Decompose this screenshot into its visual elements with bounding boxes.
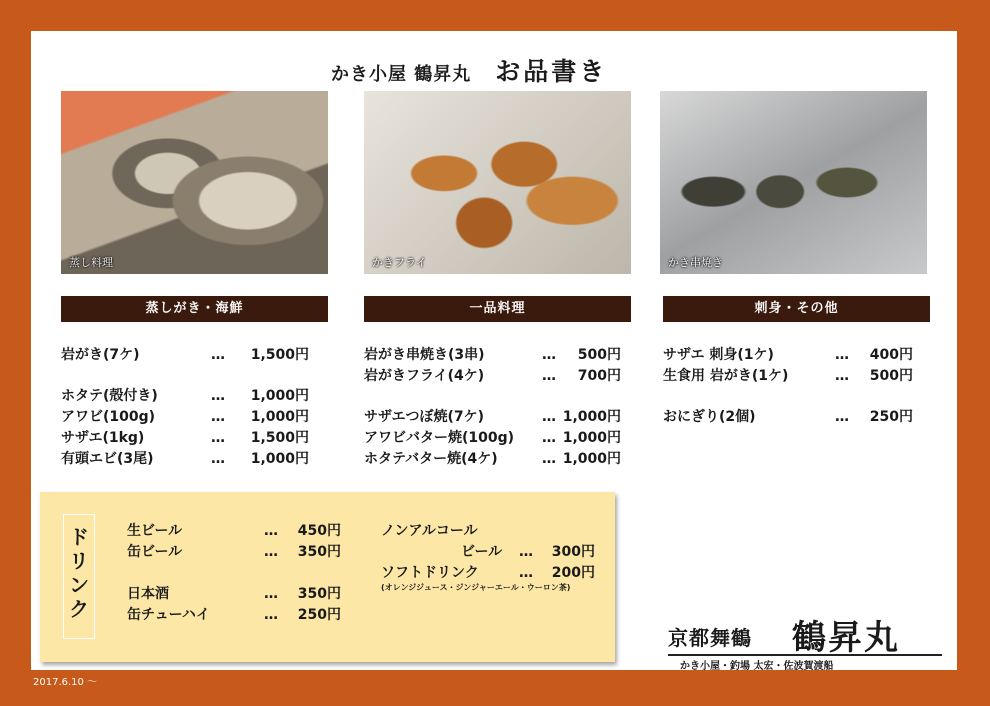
item-dots: … [211,451,225,467]
item-price: 500円 [577,347,621,363]
menu-item [364,366,621,386]
item-name: アワビバター焼(100g) [364,430,515,446]
item-dots: … [519,544,533,560]
item-price: 700円 [577,368,621,384]
item-name: 岩がき串焼き(3串) [364,347,485,363]
section-header: 一品料理 [364,296,631,322]
menu-item [364,449,621,469]
item-price: 1,000円 [250,409,309,425]
soft-drink-note: (オレンジジュース・ジンジャーエール・ウーロン茶) [381,583,571,592]
drink-item [127,605,341,625]
item-price: 500円 [869,368,913,384]
menu-item [61,407,309,427]
item-dots: … [835,368,849,384]
item-dots: … [542,451,556,467]
item-price: 1,000円 [250,451,309,467]
menu-item [61,345,309,365]
item-name: サザエつぼ焼(7ケ) [364,409,484,425]
item-price: 450円 [297,523,341,539]
drink-item [127,542,341,562]
item-name: サザエ(1kg) [61,430,145,446]
item-price: 250円 [869,409,913,425]
item-dots: … [211,347,225,363]
menu-item [61,386,309,406]
drink-label: ドリンク [63,514,95,639]
photo-caption: かき串焼き [668,256,723,269]
item-dots: … [542,368,556,384]
page-title [331,52,607,88]
item-dots: … [542,347,556,363]
effective-date: 2017.6.10 〜 [33,677,98,688]
menu-item [663,366,913,386]
item-dots: … [211,409,225,425]
drink-item [381,563,595,583]
item-price: 1,500円 [250,430,309,446]
item-price: 350円 [297,544,341,560]
title-menu: お品書き [495,57,608,86]
photo-caption: かきフライ [372,256,427,269]
item-name: ソフトドリンク [381,565,479,581]
menu-item [364,428,621,448]
item-dots: … [211,388,225,404]
drink-item [381,521,595,541]
item-dots: … [835,409,849,425]
item-price: 1,000円 [562,451,621,467]
brand-logo [668,610,942,656]
brand-place: 京都舞鶴 [668,626,752,650]
item-name: 缶ビール [127,544,183,560]
item-name: 缶チューハイ [127,607,210,623]
item-dots: … [264,607,278,623]
item-price: 350円 [297,586,341,602]
item-price: 400円 [869,347,913,363]
menu-item [663,407,913,427]
item-price: 250円 [297,607,341,623]
item-dots: … [542,409,556,425]
item-price: 1,500円 [250,347,309,363]
menu-item [364,345,621,365]
item-name: おにぎり(2個) [663,409,756,425]
item-price: 300円 [551,544,595,560]
item-price: 200円 [551,565,595,581]
item-name: 岩がきフライ(4ケ) [364,368,485,384]
item-dots: … [264,586,278,602]
item-name: ビール [461,544,503,560]
item-name: 生ビール [127,523,183,539]
item-name: 岩がき(7ケ) [61,347,140,363]
item-name: アワビ(100g) [61,409,156,425]
section-header: 蒸しがき・海鮮 [61,296,328,322]
item-name: 有頭エビ(3尾) [61,451,154,467]
item-dots: … [211,430,225,446]
item-name: ノンアルコール [381,523,478,539]
drink-item [127,584,341,604]
item-name: ホタテ(殻付き) [61,388,158,404]
item-name: 日本酒 [127,586,169,602]
item-name: 生食用 岩がき(1ケ) [663,368,789,384]
item-name: サザエ 刺身(1ケ) [663,347,774,363]
item-dots: … [264,544,278,560]
drink-item [127,521,341,541]
item-price: 1,000円 [250,388,309,404]
photo-fried-oyster [364,91,631,274]
item-dots: … [519,565,533,581]
title-shop: かき小屋 鶴昇丸 [331,64,472,85]
item-dots: … [542,430,556,446]
drink-item [381,542,595,562]
photo-steamed [61,91,328,274]
section-header: 刺身・その他 [663,296,930,322]
menu-item [61,428,309,448]
menu-item [61,449,309,469]
photo-oyster-skewer [660,91,927,274]
item-dots: … [835,347,849,363]
brand-subtitle: かき小屋・釣場 太宏・佐波賀渡船 [680,661,834,672]
item-dots: … [264,523,278,539]
menu-item [663,345,913,365]
brand-name: 鶴昇丸 [792,618,900,658]
photo-caption: 蒸し料理 [69,256,113,269]
item-price: 1,000円 [562,409,621,425]
menu-item [364,407,621,427]
item-name: ホタテバター焼(4ケ) [364,451,498,467]
item-price: 1,000円 [562,430,621,446]
